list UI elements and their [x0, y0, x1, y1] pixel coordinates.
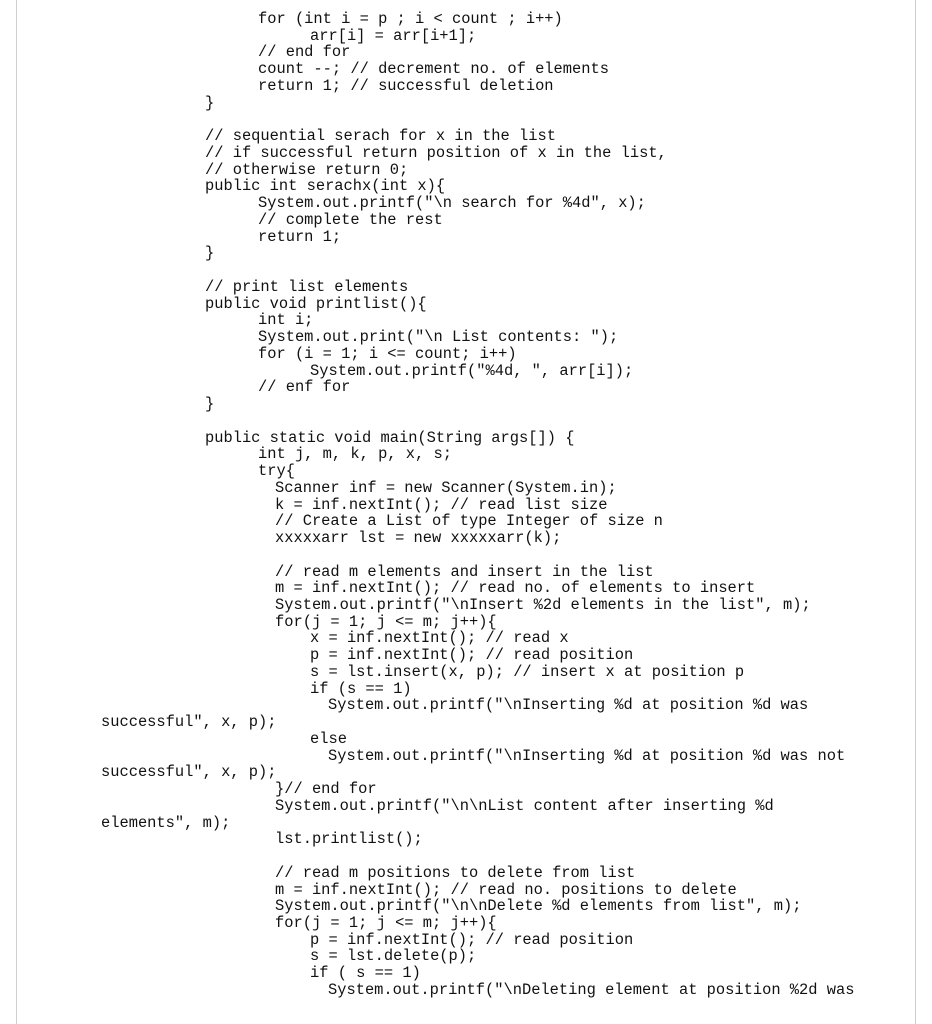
- code-line: else: [310, 730, 347, 748]
- code-line: elements", m);: [101, 814, 231, 832]
- code-line: for(j = 1; j <= m; j++){: [275, 613, 497, 631]
- code-line: // Create a List of type Integer of size n: [275, 512, 663, 530]
- code-line: int i;: [258, 311, 314, 329]
- code-line: public int serachx(int x){: [205, 177, 446, 195]
- code-line: System.out.printf("\nInserting %d at position %d was: [328, 696, 809, 714]
- code-line: System.out.printf("\nDeleting element at position %2d was: [328, 981, 855, 999]
- code-line: successful", x, p);: [101, 763, 277, 781]
- code-line: // enf for: [258, 378, 351, 396]
- code-line: Scanner inf = new Scanner(System.in);: [275, 479, 617, 497]
- code-line: // sequential serach for x in the list: [205, 127, 556, 145]
- code-line: System.out.printf("\n search for %4d", x);: [258, 194, 646, 212]
- code-line: System.out.printf("\nInserting %d at position %d was not: [328, 747, 846, 765]
- code-line: int j, m, k, p, x, s;: [258, 445, 452, 463]
- code-line: for (int i = p ; i < count ; i++): [258, 10, 563, 28]
- code-line: public static void main(String args[]) {: [205, 429, 575, 447]
- code-line: // read m elements and insert in the list: [275, 563, 654, 581]
- code-line: try{: [258, 462, 295, 480]
- code-line: System.out.printf("%4d, ", arr[i]);: [310, 362, 634, 380]
- code-line: x = inf.nextInt(); // read x: [310, 629, 569, 647]
- code-line: // print list elements: [205, 278, 409, 296]
- code-line: lst.printlist();: [275, 830, 423, 848]
- code-line: // end for: [258, 43, 351, 61]
- code-line: public void printlist(){: [205, 295, 427, 313]
- code-line: }: [205, 244, 215, 262]
- code-line: m = inf.nextInt(); // read no. of elements to insert: [275, 579, 756, 597]
- code-line: System.out.print("\n List contents: ");: [258, 328, 619, 346]
- code-line: // complete the rest: [258, 211, 443, 229]
- code-line: // otherwise return 0;: [205, 161, 409, 179]
- code-line: k = inf.nextInt(); // read list size: [275, 496, 608, 514]
- code-line: for (i = 1; i <= count; i++): [258, 345, 517, 363]
- code-line: if (s == 1): [310, 680, 412, 698]
- code-line: p = inf.nextInt(); // read position: [310, 646, 634, 664]
- code-line: }// end for: [275, 780, 377, 798]
- code-line: // read m positions to delete from list: [275, 864, 636, 882]
- code-line: }: [205, 395, 215, 413]
- code-line: }: [205, 94, 215, 112]
- code-line: // if successful return position of x in the list,: [205, 144, 667, 162]
- code-line: System.out.printf("\nInsert %2d elements in the list", m);: [275, 596, 811, 614]
- code-line: return 1;: [258, 228, 342, 246]
- code-line: m = inf.nextInt(); // read no. positions to delete: [275, 881, 737, 899]
- code-line: s = lst.insert(x, p); // insert x at position p: [310, 663, 745, 681]
- code-line: if ( s == 1): [310, 964, 421, 982]
- code-line: successful", x, p);: [101, 713, 277, 731]
- code-line: p = inf.nextInt(); // read position: [310, 931, 634, 949]
- code-line: xxxxxarr lst = new xxxxxarr(k);: [275, 529, 562, 547]
- code-line: s = lst.delete(p);: [310, 947, 477, 965]
- code-line: count --; // decrement no. of elements: [258, 60, 609, 78]
- code-line: arr[i] = arr[i+1];: [310, 27, 477, 45]
- code-line: for(j = 1; j <= m; j++){: [275, 914, 497, 932]
- code-line: System.out.printf("\n\nList content after inserting %d: [275, 797, 774, 815]
- code-line: return 1; // successful deletion: [258, 77, 554, 95]
- code-line: System.out.printf("\n\nDelete %d elements from list", m);: [275, 897, 802, 915]
